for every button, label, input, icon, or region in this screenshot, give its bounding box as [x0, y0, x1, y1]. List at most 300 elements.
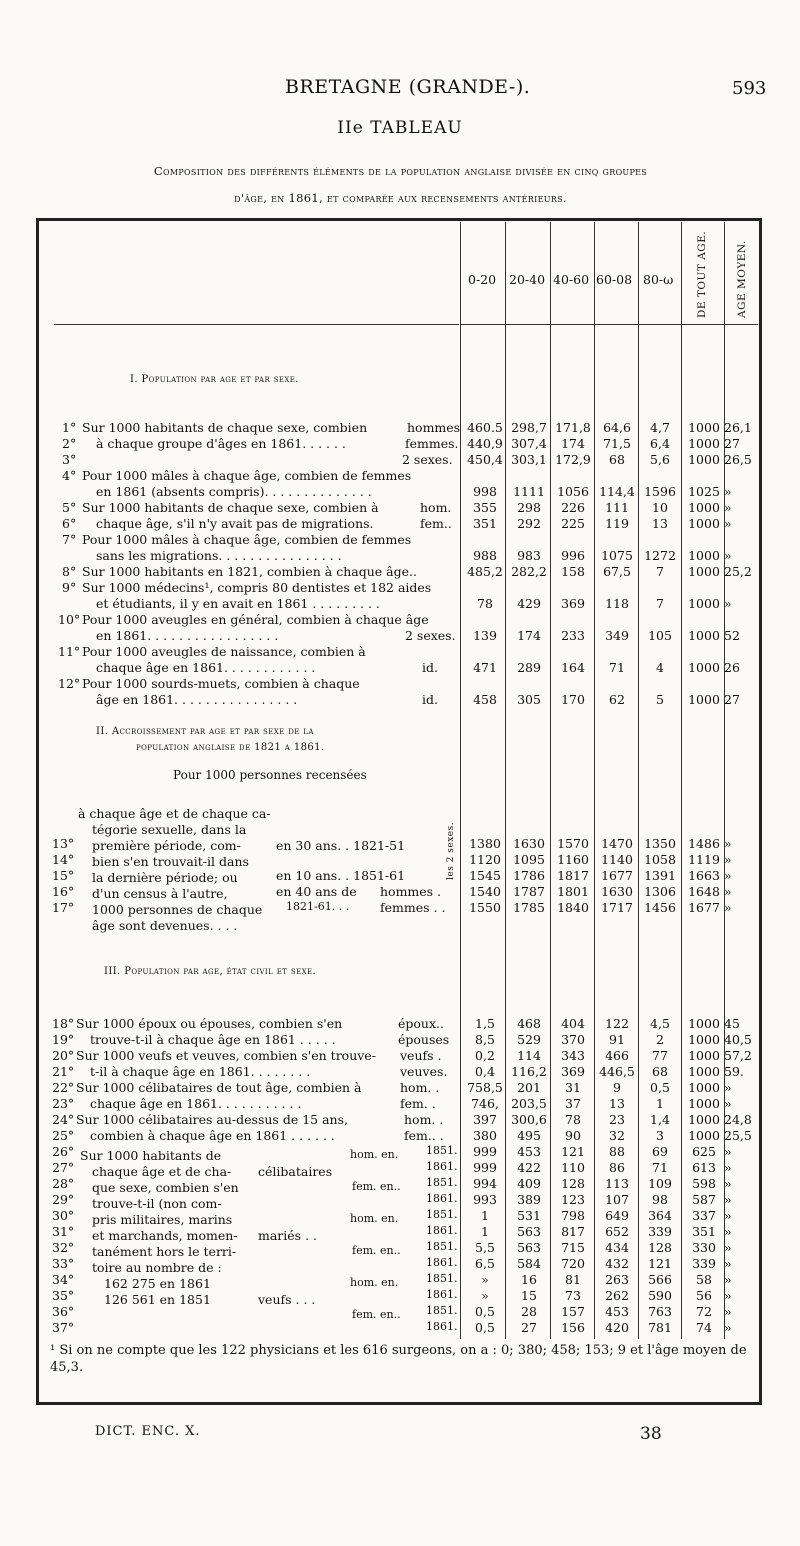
row-number: 28° [52, 1176, 75, 1191]
table-row [0, 1256, 800, 1272]
census-year: 1861. [426, 1224, 458, 1237]
cell: 420 [605, 1320, 629, 1335]
cell: 300,6 [511, 1112, 547, 1127]
cell: 339 [692, 1256, 716, 1271]
cell: 994 [473, 1176, 497, 1191]
cell: 64,6 [603, 420, 631, 435]
table-row [0, 1240, 800, 1256]
row-number: 13° [52, 836, 75, 851]
row-number: 3° [62, 452, 77, 467]
cell: 1120 [469, 852, 501, 867]
cell: 1000 [688, 452, 720, 467]
cell: 13 [652, 516, 668, 531]
cell: 0,4 [475, 1064, 495, 1079]
cell: » [481, 1288, 489, 1303]
cell: 1570 [557, 836, 589, 851]
cell: 113 [605, 1176, 629, 1191]
cell: 78 [565, 1112, 581, 1127]
cell: 57,2 [724, 1048, 752, 1063]
cell: 86 [609, 1160, 625, 1175]
row-label: Sur 1000 habitants de chaque sexe, combien [82, 420, 368, 435]
table-row [0, 548, 800, 564]
cell: 292 [517, 516, 541, 531]
cell: 1000 [688, 1016, 720, 1031]
cell: 1 [481, 1224, 489, 1239]
row-number: 26° [52, 1144, 75, 1159]
table-row [0, 420, 800, 436]
cell: 440,9 [467, 436, 503, 451]
table-row [0, 884, 800, 900]
row-label: chaque âge en 1861. . . . . . . . . . . [90, 1096, 302, 1111]
cell: 453 [517, 1144, 541, 1159]
table-row [0, 1128, 800, 1144]
cell: 201 [517, 1080, 541, 1095]
row-number: 4° [62, 468, 77, 483]
cell: 1350 [644, 836, 676, 851]
cell: 3 [656, 1128, 664, 1143]
cell: 720 [561, 1256, 585, 1271]
cell: 1000 [688, 596, 720, 611]
cell: 4,7 [650, 420, 670, 435]
cell: 56 [696, 1288, 712, 1303]
row-label: Pour 1000 mâles à chaque âge, combien de femmes [82, 468, 412, 483]
census-year: 1851. [426, 1176, 458, 1189]
cell: » [724, 852, 732, 867]
cell: 289 [517, 660, 541, 675]
cell: 369 [561, 596, 585, 611]
row-number: 37° [52, 1320, 75, 1335]
cell: 68 [609, 452, 625, 467]
cell: 121 [648, 1256, 672, 1271]
cell: » [724, 1304, 732, 1319]
table-title: IIe TABLEAU [337, 118, 463, 138]
cell: 1717 [601, 900, 633, 915]
row-sublabel: veufs . [400, 1048, 442, 1063]
cell: 121 [561, 1144, 585, 1159]
cell: 1801 [557, 884, 589, 899]
desc-line: âge sont devenues. . . . [92, 918, 238, 933]
cell: 1380 [469, 836, 501, 851]
row-number: 15° [52, 868, 75, 883]
table-row [0, 1080, 800, 1096]
cell: 8,5 [475, 1032, 495, 1047]
row-number: 25° [52, 1128, 75, 1143]
cell: 88 [609, 1144, 625, 1159]
desc-line: et marchands, momen- [92, 1228, 238, 1243]
cell: 107 [605, 1192, 629, 1207]
cell: 13 [609, 1096, 625, 1111]
cell: 23 [609, 1112, 625, 1127]
census-year: 1851. [426, 1240, 458, 1253]
census-year: 1861. [426, 1256, 458, 1269]
period-1821-51: en 30 ans. . 1821-51 [276, 838, 406, 853]
cell: 1550 [469, 900, 501, 915]
row-sublabel: fem.. . [404, 1128, 444, 1143]
row-sublabel: 2 sexes. [402, 452, 453, 467]
cell: 996 [561, 548, 585, 563]
cell: 584 [517, 1256, 541, 1271]
table-row [0, 516, 800, 532]
cell: 758,5 [467, 1080, 503, 1095]
cell: 351 [473, 516, 497, 531]
row-number: 2° [62, 436, 77, 451]
cell: 158 [561, 564, 585, 579]
cell: » [724, 1144, 732, 1159]
table-description [28, 158, 773, 212]
census-year: 1861. [426, 1288, 458, 1301]
cell: 1000 [688, 628, 720, 643]
cell: » [724, 1272, 732, 1287]
cell: » [724, 1256, 732, 1271]
cell: 119 [605, 516, 629, 531]
desc-line: trouve-t-il (non com- [92, 1196, 222, 1211]
row-label: combien à chaque âge en 1861 . . . . . . [90, 1128, 335, 1143]
table-row [0, 500, 800, 516]
cell: 81 [565, 1272, 581, 1287]
cell: 369 [561, 1064, 585, 1079]
desc-line: pris militaires, marins [92, 1212, 233, 1227]
cell: 495 [517, 1128, 541, 1143]
cell: 71,5 [603, 436, 631, 451]
hom-label: hom. en. [350, 1148, 399, 1161]
cell: 429 [517, 596, 541, 611]
cell: 6,4 [650, 436, 670, 451]
table-row [0, 660, 800, 676]
cell: 114,4 [599, 484, 635, 499]
cell: » [724, 596, 732, 611]
row-number: 34° [52, 1272, 75, 1287]
table-row [0, 468, 800, 484]
cell: 563 [517, 1224, 541, 1239]
row-sublabel: 2 sexes. [405, 628, 456, 643]
row-label: Pour 1000 aveugles en général, combien à chaque âge [82, 612, 429, 627]
table-row [0, 596, 800, 612]
cell: 32 [609, 1128, 625, 1143]
row-label-cont: et étudiants, il y en avait en 1861 . . . . . . . . . [96, 596, 380, 611]
census-year: 1861. [426, 1320, 458, 1333]
cell: 25,5 [724, 1128, 752, 1143]
census-year: 1851. [426, 1304, 458, 1317]
cell: 1111 [513, 484, 545, 499]
cell: 6,5 [475, 1256, 495, 1271]
row-number: 24° [52, 1112, 75, 1127]
cell: 1000 [688, 660, 720, 675]
cell: 1,4 [650, 1112, 670, 1127]
cell: 1000 [688, 436, 720, 451]
cell: 7 [656, 596, 664, 611]
cell: 109 [648, 1176, 672, 1191]
cell: 298,7 [511, 420, 547, 435]
cell: 67,5 [603, 564, 631, 579]
row-sublabel: fem. . [400, 1096, 436, 1111]
cell: 598 [692, 1176, 716, 1191]
cell: 468 [517, 1016, 541, 1031]
cell: 71 [652, 1160, 668, 1175]
row-sublabel: hommes . [380, 884, 442, 899]
cell: 1075 [601, 548, 633, 563]
desc-line: première période, com- [92, 838, 241, 853]
table-row [0, 1160, 800, 1176]
section-2-title-line2: population anglaise de 1821 a 1861. [136, 742, 325, 753]
row-sublabel: hommes [407, 420, 461, 435]
row-label: Sur 1000 époux ou épouses, combien s'en [76, 1016, 343, 1031]
cell: 90 [565, 1128, 581, 1143]
cell: 7 [656, 564, 664, 579]
row-sublabel: veuves. [400, 1064, 448, 1079]
cell: 27 [521, 1320, 537, 1335]
row-label: Pour 1000 sourds-muets, combien à chaque [82, 676, 360, 691]
cell: » [724, 1288, 732, 1303]
desc-line: 162 275 en 1861 [104, 1276, 211, 1291]
cell: » [724, 1160, 732, 1175]
cell: » [724, 1096, 732, 1111]
cell: 389 [517, 1192, 541, 1207]
cell: 111 [605, 500, 629, 515]
description-line-1: Composition des différents éléments de la population anglaise divisée en cinq groupes [153, 164, 648, 178]
cell: 282,2 [511, 564, 547, 579]
row-label: trouve-t-il à chaque âge en 1861 . . . . . [90, 1032, 336, 1047]
row-sublabel: id. [422, 660, 438, 675]
desc-line: que sexe, combien s'en [92, 1180, 239, 1195]
row-number: 20° [52, 1048, 75, 1063]
cell: 15 [521, 1288, 537, 1303]
row-label-cont: en 1861 (absents compris). . . . . . . . . . . . . . [96, 484, 372, 499]
row-sublabel: hom. . [400, 1080, 440, 1095]
cell: 305 [517, 692, 541, 707]
cell: 1000 [688, 1112, 720, 1127]
row-number: 9° [62, 580, 77, 595]
row-label: Sur 1000 médecins¹, compris 80 dentistes et 182 aides [82, 580, 432, 595]
cell: 174 [561, 436, 585, 451]
desc-line: bien s'en trouvait-il dans [92, 854, 249, 869]
cell: 566 [648, 1272, 672, 1287]
row-number: 23° [52, 1096, 75, 1111]
cell: 1119 [688, 852, 720, 867]
cell: 110 [561, 1160, 585, 1175]
table-row [0, 868, 800, 884]
cell: 71 [609, 660, 625, 675]
cell: 37 [565, 1096, 581, 1111]
row-number: 16° [52, 884, 75, 899]
cell: » [724, 868, 732, 883]
cell: » [481, 1272, 489, 1287]
cell: 998 [473, 484, 497, 499]
cell: 1056 [557, 484, 589, 499]
cell: 298 [517, 500, 541, 515]
cell: 466 [605, 1048, 629, 1063]
period-1821-61: 1821-61. . . [286, 900, 350, 913]
table-row [0, 692, 800, 708]
cell: 1025 [688, 484, 720, 499]
table-row [0, 1176, 800, 1192]
hom-label: hom. en. [350, 1276, 399, 1289]
cell: 59. [724, 1064, 744, 1079]
cell: 715 [561, 1240, 585, 1255]
cell: 164 [561, 660, 585, 675]
cell: 529 [517, 1032, 541, 1047]
table-row [0, 852, 800, 868]
cell: 5,5 [475, 1240, 495, 1255]
cell: 77 [652, 1048, 668, 1063]
cell: 1000 [688, 420, 720, 435]
cell: 174 [517, 628, 541, 643]
period-1851-61: en 10 ans. . 1851-61 [276, 868, 406, 883]
cell: » [724, 484, 732, 499]
cell: 649 [605, 1208, 629, 1223]
running-title: BRETAGNE (GRANDE-). [285, 76, 531, 98]
cell: » [724, 516, 732, 531]
cell: 40,5 [724, 1032, 752, 1047]
table-row [0, 580, 800, 596]
cell: 1160 [557, 852, 589, 867]
table-row [0, 1096, 800, 1112]
row-sublabel: épouses [398, 1032, 450, 1047]
cell: 1785 [513, 900, 545, 915]
table-row [0, 1144, 800, 1160]
cell: 116,2 [511, 1064, 547, 1079]
cell: 613 [692, 1160, 716, 1175]
row-number: 11° [58, 644, 81, 659]
row-number: 21° [52, 1064, 75, 1079]
cell: 450,4 [467, 452, 503, 467]
row-label: Sur 1000 célibataires de tout âge, combien à [76, 1080, 362, 1095]
table-row [0, 644, 800, 660]
cell: » [724, 836, 732, 851]
cell: 1 [481, 1208, 489, 1223]
cell: » [724, 1176, 732, 1191]
cell: 999 [473, 1160, 497, 1175]
row-number: 6° [62, 516, 77, 531]
cell: 5,6 [650, 452, 670, 467]
table-row [0, 1016, 800, 1032]
cell: 625 [692, 1144, 716, 1159]
cell: 409 [517, 1176, 541, 1191]
cell: 1456 [644, 900, 676, 915]
row-label: t-il à chaque âge en 1861. . . . . . . . [90, 1064, 311, 1079]
cell: 781 [648, 1320, 672, 1335]
cell: 343 [561, 1048, 585, 1063]
row-number: 35° [52, 1288, 75, 1303]
col-header-80-omega: 80-ω [643, 272, 674, 287]
row-number: 5° [62, 500, 77, 515]
cell: 26,1 [724, 420, 752, 435]
cell: 364 [648, 1208, 672, 1223]
cell: 0,5 [475, 1304, 495, 1319]
cell: 1,5 [475, 1016, 495, 1031]
row-sublabel: femmes. [405, 436, 459, 451]
cell: 78 [477, 596, 493, 611]
cell: 1000 [688, 1032, 720, 1047]
cell: » [724, 1080, 732, 1095]
table-row [0, 564, 800, 580]
cell: 1648 [688, 884, 720, 899]
cell: 4,5 [650, 1016, 670, 1031]
cell: 16 [521, 1272, 537, 1287]
cell: 0,5 [650, 1080, 670, 1095]
cell: 123 [561, 1192, 585, 1207]
table-row [0, 1064, 800, 1080]
cell: 52 [724, 628, 740, 643]
cell: 1817 [557, 868, 589, 883]
cell: 28 [521, 1304, 537, 1319]
cell: 458 [473, 692, 497, 707]
row-label-cont: en 1861. . . . . . . . . . . . . . . . . [96, 628, 279, 643]
row-number: 30° [52, 1208, 75, 1223]
cell: 746, [471, 1096, 499, 1111]
hom-label: hom. en. [350, 1212, 399, 1225]
col-header-all-ages: DE TOUT AGE. [696, 230, 708, 318]
section-2-title: II. Accroissement par age et par sexe de la [96, 726, 314, 737]
cell: » [724, 1320, 732, 1335]
row-label-cont: sans les migrations. . . . . . . . . . . . . . . . [96, 548, 342, 563]
cell: 68 [652, 1064, 668, 1079]
row-number: 22° [52, 1080, 75, 1095]
row-number: 7° [62, 532, 77, 547]
cell: 5 [656, 692, 664, 707]
row-number: 14° [52, 852, 75, 867]
row-label: Pour 1000 aveugles de naissance, combien à [82, 644, 366, 659]
cell: 1000 [688, 564, 720, 579]
both-sexes-label: les 2 sexes. [446, 821, 456, 880]
cell: 25,2 [724, 564, 752, 579]
table-row [0, 836, 800, 852]
cell: 1630 [601, 884, 633, 899]
cell: 798 [561, 1208, 585, 1223]
row-label: Sur 1000 habitants de chaque sexe, combien à [82, 500, 379, 515]
cell: 98 [652, 1192, 668, 1207]
page-number: 593 [732, 78, 767, 99]
row-sublabel: femmes . . [380, 900, 446, 915]
row-number: 29° [52, 1192, 75, 1207]
cell: 1630 [513, 836, 545, 851]
cell: 128 [648, 1240, 672, 1255]
cell: 471 [473, 660, 497, 675]
col-header-mean-age: AGE MOYEN. [736, 240, 748, 318]
cell: 1000 [688, 548, 720, 563]
cell: 69 [652, 1144, 668, 1159]
cell: 91 [609, 1032, 625, 1047]
cell: 9 [613, 1080, 621, 1095]
group-celibataires: célibataires [258, 1164, 333, 1179]
section-3-title: III. Population par age, état civil et sexe. [104, 966, 317, 977]
cell: 303,1 [511, 452, 547, 467]
census-year: 1851. [426, 1208, 458, 1221]
cell: 118 [605, 596, 629, 611]
cell: 422 [517, 1160, 541, 1175]
cell: 157 [561, 1304, 585, 1319]
fem-label: fem. en.. [352, 1308, 401, 1321]
table-row [0, 532, 800, 548]
header-separator [54, 324, 459, 325]
cell: 31 [565, 1080, 581, 1095]
row-number: 8° [62, 564, 77, 579]
cell: 1000 [688, 692, 720, 707]
cell: 45 [724, 1016, 740, 1031]
section-2-subtitle: Pour 1000 personnes recensées [173, 768, 367, 782]
cell: 1000 [688, 500, 720, 515]
cell: 1677 [688, 900, 720, 915]
row-label-cont: âge en 1861. . . . . . . . . . . . . . . . [96, 692, 298, 707]
row-label: chaque âge, s'il n'y avait pas de migrations. [96, 516, 374, 531]
running-header [0, 72, 800, 102]
cell: 337 [692, 1208, 716, 1223]
desc-line: d'un census à l'autre, [92, 886, 228, 901]
cell: 72 [696, 1304, 712, 1319]
cell: » [724, 1192, 732, 1207]
desc-line: 1000 personnes de chaque [92, 902, 263, 917]
cell: 587 [692, 1192, 716, 1207]
cell: 233 [561, 628, 585, 643]
